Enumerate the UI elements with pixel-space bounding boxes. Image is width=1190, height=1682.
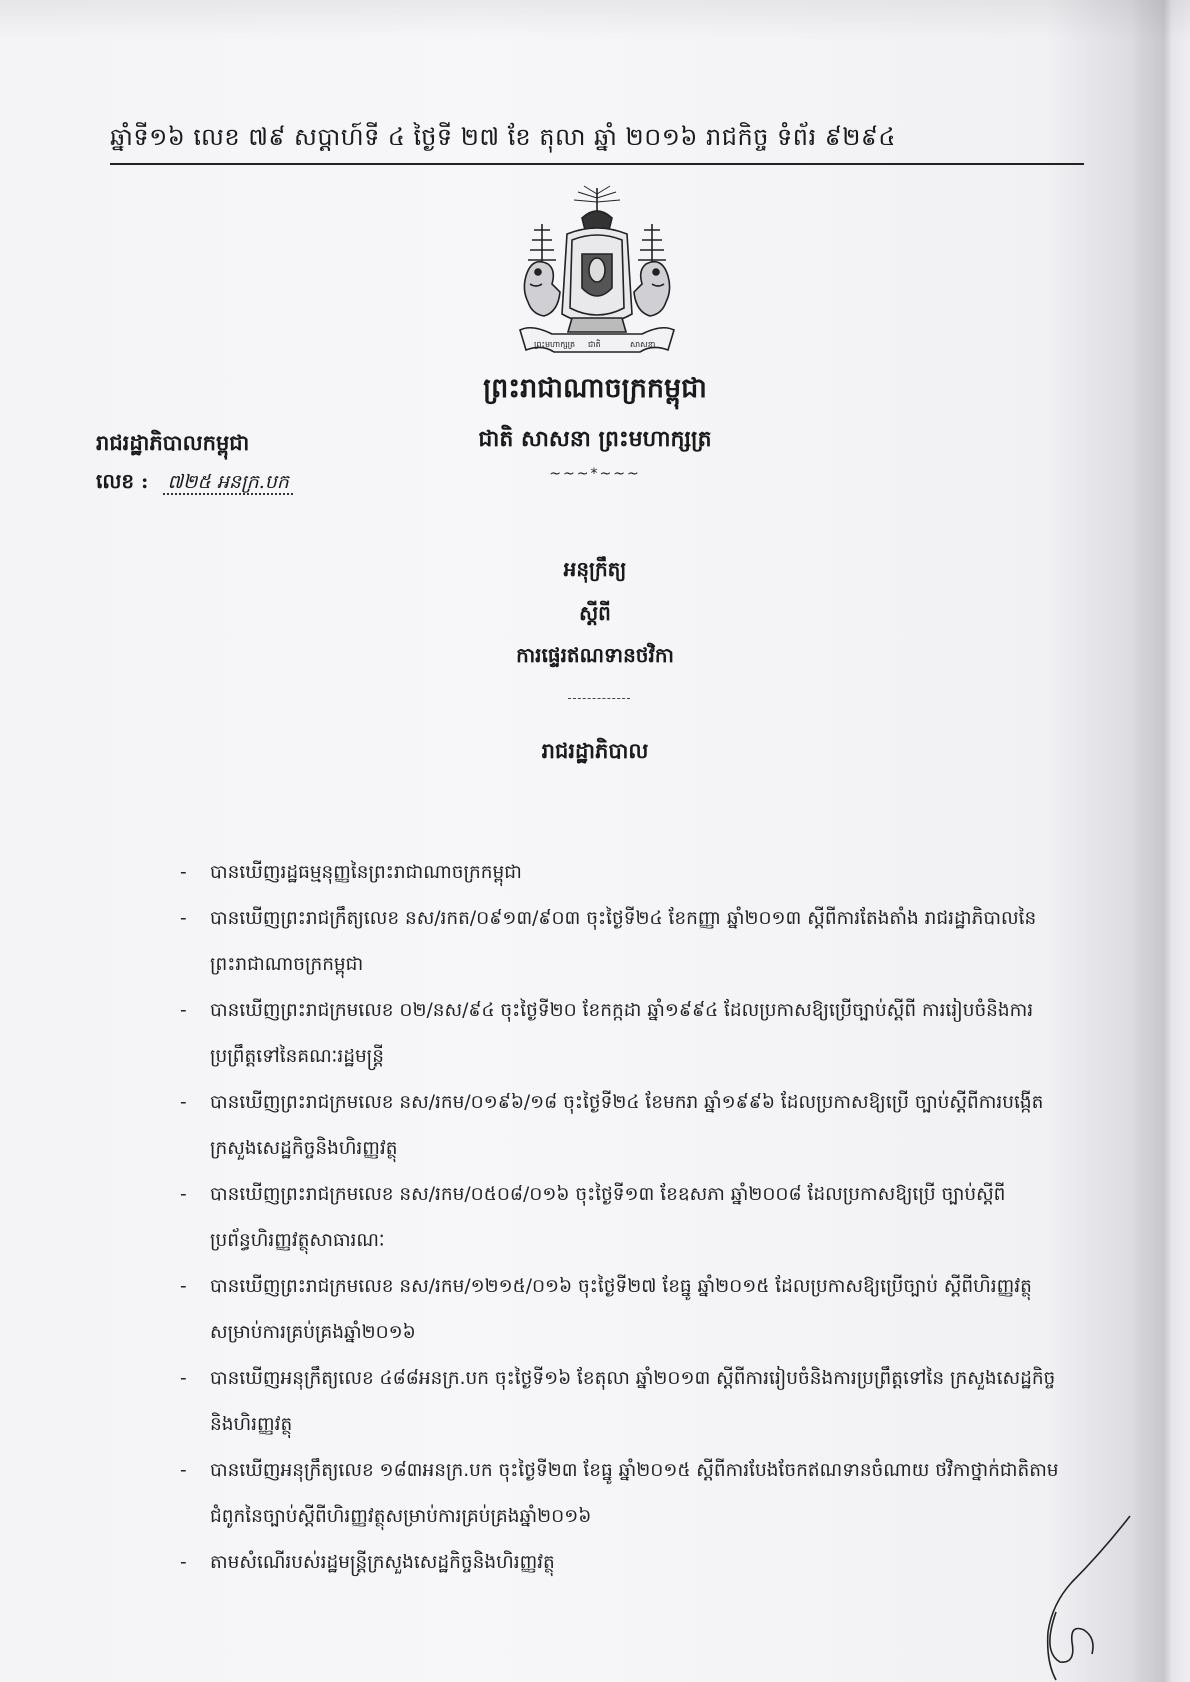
document-number-label: លេខ :: [96, 469, 149, 493]
bullet-dash: -: [180, 1552, 187, 1573]
crest-ribbon-left: ព្រះមហាក្សត្រ: [534, 340, 576, 349]
scan-shadow-top: [0, 0, 1190, 40]
list-item: [180, 1080, 1060, 1172]
consideration-text: បានឃើញព្រះរាជក្រមលេខ នស/រកម/១២១៥/០១៦ ចុះថ្ងៃទី២៧ ខែធ្នូ ឆ្នាំ២០១៥ ដែលប្រកាសឱ្យប្រើច្បាប់ ស្តីពីហិរញ្ញវត្ថុសម្រាប់ការគ្រប់គ្រងឆ្នាំ២០១៦: [210, 1276, 1032, 1343]
handwritten-initial-icon: [1012, 1512, 1132, 1682]
motto-ornament: ~~~*~~~: [549, 466, 641, 482]
considerations-list: [180, 850, 1060, 1586]
list-item: [180, 1172, 1060, 1264]
list-item: [180, 988, 1060, 1080]
bullet-dash: -: [180, 1092, 187, 1113]
consideration-text: តាមសំណើរបស់រដ្ឋមន្ត្រីក្រសួងសេដ្ឋកិច្ចនិងហិរញ្ញវត្ថុ: [210, 1552, 555, 1573]
issuing-government: រាជរដ្ឋាភិបាលកម្ពុជា: [96, 430, 250, 455]
section-divider: [568, 698, 630, 700]
issuing-authority: រាជរដ្ឋាភិបាល: [541, 738, 649, 763]
list-item: [180, 1356, 1060, 1448]
document-subject: ការផ្ទេរឥណទានថវិកា: [516, 643, 674, 667]
document-type: អនុក្រឹត្យ: [563, 557, 627, 581]
bullet-dash: -: [180, 862, 187, 883]
list-item: [180, 850, 1060, 896]
consideration-text: បានឃើញអនុក្រឹត្យលេខ ៤៨៨អនក្រ.បក ចុះថ្ងៃទី១៦ ខែតុលា ឆ្នាំ២០១៣ ស្តីពីការរៀបចំនិងការប្រព្រឹត្តទៅនៃ ក្រសួងសេដ្ឋកិច្ចនិងហិរញ្ញវត្ថុ: [210, 1368, 1056, 1435]
list-item: [180, 1540, 1060, 1586]
national-motto: ជាតិ សាសនា ព្រះមហាក្សត្រ: [478, 426, 712, 452]
bullet-dash: -: [180, 1276, 187, 1297]
bullet-dash: -: [180, 1184, 187, 1205]
royal-coat-of-arms-icon: [512, 184, 682, 362]
crest-ribbon-center: ជាតិ: [588, 340, 601, 349]
document-about: ស្តីពី: [579, 601, 611, 625]
header-rule: [110, 163, 1084, 165]
consideration-text: បានឃើញព្រះរាជក្រឹត្យលេខ នស/រកត/០៩១៣/៩០៣ ចុះថ្ងៃទី២៤ ខែកញ្ញា ឆ្នាំ២០១៣ ស្តីពីការតែងតាំង រាជរដ្ឋាភិបាលនៃព្រះរាជាណាចក្រកម្ពុជា: [210, 908, 1037, 975]
list-item: [180, 1448, 1060, 1540]
list-item: [180, 1264, 1060, 1356]
bullet-dash: -: [180, 1000, 187, 1021]
bullet-dash: -: [180, 908, 187, 929]
consideration-text: បានឃើញព្រះរាជក្រមលេខ នស/រកម/០៥០៨/០១៦ ចុះថ្ងៃទី១៣ ខែឧសភា ឆ្នាំ២០០៨ ដែលប្រកាសឱ្យប្រើ ច្បាប់ស្តីពីប្រព័ន្ធហិរញ្ញវត្ថុសាធារណៈ: [210, 1184, 1006, 1251]
gazette-header: ឆ្នាំទី១៦ លេខ ៧៩ សប្តាហ៍ទី ៤ ថ្ងៃទី ២៧ ខែ តុលា ឆ្នាំ ២០១៦ រាជកិច្ច ទំព័រ ៩២៩៤: [110, 123, 896, 151]
consideration-text: បានឃើញព្រះរាជក្រមលេខ នស/រកម/០១៩៦/១៨ ចុះថ្ងៃទី២៤ ខែមករា ឆ្នាំ១៩៩៦ ដែលប្រកាសឱ្យប្រើ ច្បាប់ស្តីពីការបង្កើតក្រសួងសេដ្ឋកិច្ចនិងហិរញ្ញវត្ថុ: [210, 1092, 1044, 1159]
consideration-text: បានឃើញអនុក្រឹត្យលេខ ១៨៣អនក្រ.បក ចុះថ្ងៃទី២៣ ខែធ្នូ ឆ្នាំ២០១៥ ស្តីពីការបែងចែកឥណទានចំណាយ ថវិកាថ្នាក់ជាតិតាមជំពូកនៃច្បាប់ស្តីពីហិរញ្ញវត្ថុសម្រាប់ការគ្រប់គ្រងឆ្នាំ២០១៦: [210, 1460, 1059, 1527]
consideration-text: បានឃើញព្រះរាជក្រមលេខ ០២/នស/៩៤ ចុះថ្ងៃទី២០ ខែកក្កដា ឆ្នាំ១៩៩៤ ដែលប្រកាសឱ្យប្រើច្បាប់ស្តីពី ការរៀបចំនិងការប្រព្រឹត្តទៅនៃគណៈរដ្ឋមន្ត្រី: [210, 1000, 1034, 1067]
consideration-text: បានឃើញរដ្ឋធម្មនុញ្ញនៃព្រះរាជាណាចក្រកម្ពុជា: [210, 862, 522, 883]
kingdom-title: ព្រះរាជាណាចក្រកម្ពុជា: [483, 373, 707, 404]
document-number-handwritten: ៧២៥ អនក្រ.បក: [163, 471, 292, 495]
bullet-dash: -: [180, 1368, 187, 1389]
bullet-dash: -: [180, 1460, 187, 1481]
scan-shadow-right: [1132, 0, 1172, 1682]
list-item: [180, 896, 1060, 988]
document-number: [96, 468, 436, 498]
crest-ribbon-right: សាសនា: [630, 340, 656, 349]
